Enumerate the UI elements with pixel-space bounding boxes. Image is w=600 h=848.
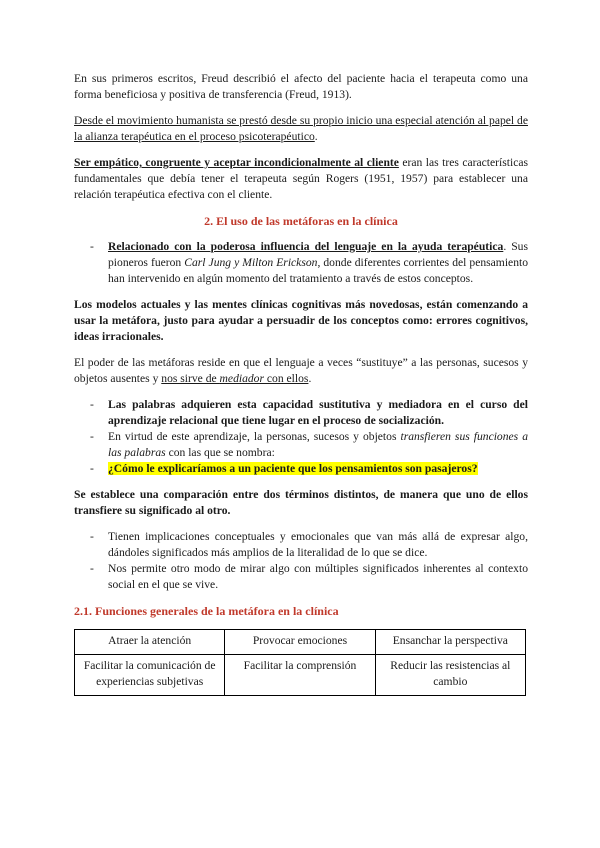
paragraph-text: El poder de las metáforas reside en que el lenguaje a veces “sustituye” a las personas, sucesos y objetos ausentes y (74, 356, 528, 385)
list-text: con las que se nombra: (165, 446, 275, 459)
list-text: . Sus pioneros fueron (108, 240, 528, 269)
underlined-part: con ellos (264, 372, 309, 385)
list-text: Nos permite otro modo de mirar algo con múltiples significados inherentes al contexto social en el que se vive. (108, 562, 528, 591)
paragraph-text: eran las tres características fundamentales que debía tener el terapeuta según Rogers (1951, 1957) para establecer una relación terapéutica efectiva con el cliente. (74, 156, 528, 201)
highlighted-question: ¿Cómo le explicaríamos a un paciente que los pensamientos son pasajeros? (108, 462, 478, 475)
table-cell: Reducir las resistencias al cambio (375, 655, 525, 696)
bold-underlined-text: Relacionado con la poderosa influencia del lenguaje en la ayuda terapéutica (108, 240, 504, 253)
table-cell: Ensanchar la perspectiva (375, 630, 525, 655)
dash-bullet: - (90, 430, 94, 443)
list-item (74, 529, 528, 561)
dash-bullet: - (90, 462, 94, 475)
section-heading-2: 2. El uso de las metáforas en la clínica (204, 214, 398, 228)
list-text: En virtud de este aprendizaje, la personas, sucesos y objetos (108, 430, 401, 443)
list-item (74, 429, 528, 461)
period: . (314, 130, 318, 143)
dash-bullet: - (90, 240, 94, 253)
bullet-list-1 (74, 239, 528, 287)
bullet-list-3 (74, 529, 528, 593)
paragraph-comparacion: Se establece una comparación entre dos términos distintos, de manera que uno de ellos transfiere su significado al otro. (74, 488, 528, 517)
document-body (74, 71, 528, 696)
dash-bullet: - (90, 398, 94, 411)
table-cell: Facilitar la comprensión (225, 655, 375, 696)
dash-bullet: - (90, 562, 94, 575)
italic-text: transfieren sus funciones a las palabras (108, 430, 528, 459)
paragraph-rogers (74, 155, 528, 203)
list-text: , donde diferentes corrientes del pensamiento han intervenido en algún momento del tratamiento a través de estos conceptos. (108, 256, 529, 285)
table-row (75, 655, 526, 696)
underlined-part: nos sirve de (161, 372, 220, 385)
paragraph-poder (74, 355, 528, 387)
table-cell: Provocar emociones (225, 630, 375, 655)
italic-underlined-part: mediador (219, 372, 264, 385)
list-text: Tienen implicaciones conceptuales y emocionales que van más allá de expresar algo, dándoles significados más amplios de la literalidad de lo que se dice. (108, 530, 528, 559)
list-item (74, 239, 528, 287)
list-item (74, 461, 528, 477)
section-heading-2-1: 2.1. Funciones generales de la metáfora en la clínica (74, 604, 339, 618)
list-item (74, 561, 528, 593)
table-row (75, 630, 526, 655)
italic-text: Carl Jung y Milton Erickson (184, 256, 318, 269)
bullet-list-2 (74, 397, 528, 477)
dash-bullet: - (90, 530, 94, 543)
underlined-text (161, 372, 308, 385)
table-cell: Atraer la atención (75, 630, 225, 655)
table-cell: Facilitar la comunicación de experiencias subjetivas (75, 655, 225, 696)
paragraph-humanista (74, 113, 528, 145)
functions-table (74, 629, 526, 696)
list-item (74, 397, 528, 429)
paragraph-freud: En sus primeros escritos, Freud describió el afecto del paciente hacia el terapeuta como una forma beneficiosa y positiva de transferencia (Freud, 1913). (74, 72, 528, 101)
bold-underlined-text: Ser empático, congruente y aceptar incondicionalmente al cliente (74, 156, 399, 169)
paragraph-modelos: Los modelos actuales y las mentes clínicas cognitivas más novedosas, están comenzando a usar la metáfora, justo para ayudar a persuadir de los conceptos como: errores cognitivos, ideas irracionales. (74, 298, 528, 343)
underlined-text: Desde el movimiento humanista se prestó desde su propio inicio una especial atención al papel de la alianza terapéutica en el proceso psicoterapéutico (74, 114, 528, 143)
bold-text: Las palabras adquieren esta capacidad sustitutiva y mediadora en el curso del aprendizaje relacional que tiene lugar en el proceso de socialización. (108, 398, 528, 427)
period: . (308, 372, 312, 385)
